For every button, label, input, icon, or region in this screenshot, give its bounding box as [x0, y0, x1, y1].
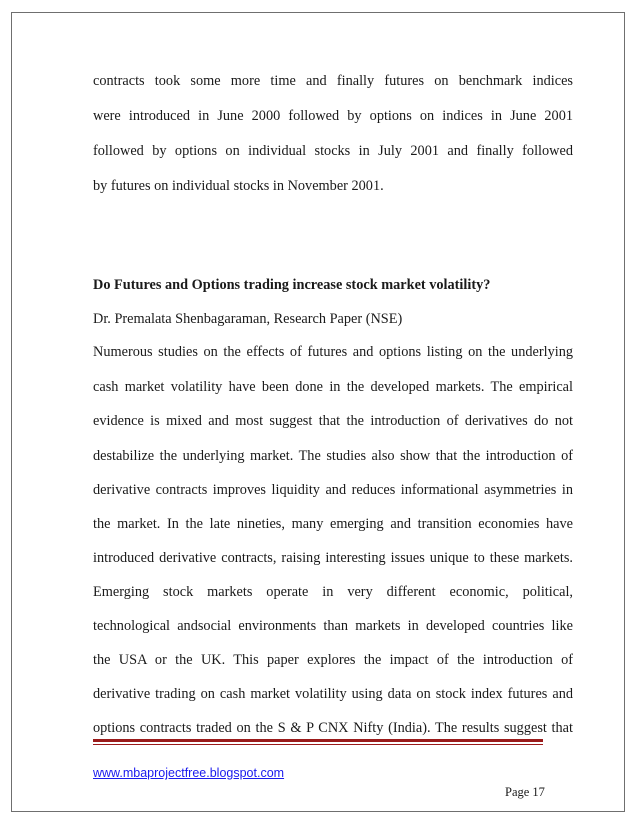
body-line: technological andsocial environments than markets in developed countries like — [93, 618, 573, 634]
body-line: Numerous studies on the effects of futures and options listing on the underlying — [93, 344, 573, 360]
footer-blog-link[interactable]: www.mbaprojectfree.blogspot.com — [93, 766, 285, 780]
body-line: the market. In the late nineties, many emerging and transition economies have — [93, 516, 573, 532]
body-line: destabilize the underlying market. The studies also show that the introduction of — [93, 448, 573, 464]
footer-rule — [93, 739, 543, 742]
byline: Dr. Premalata Shenbagaraman, Research Paper (NSE) — [93, 311, 403, 327]
section-heading: Do Futures and Options trading increase stock market volatility? — [93, 277, 491, 293]
paragraph-line: by futures on individual stocks in November 2001. — [93, 178, 384, 194]
body-line: Emerging stock markets operate in very different economic, political, — [93, 584, 573, 600]
body-line: introduced derivative contracts, raising interesting issues unique to these markets. — [93, 550, 573, 566]
body-line: options contracts traded on the S & P CNX Nifty (India). The results suggest that — [93, 720, 573, 736]
body-line: evidence is mixed and most suggest that the introduction of derivatives do not — [93, 413, 573, 429]
footer-rule-thin — [93, 744, 543, 745]
body-line: cash market volatility have been done in the developed markets. The empirical — [93, 379, 573, 395]
page-number: Page 17 — [505, 785, 545, 799]
paragraph-line: were introduced in June 2000 followed by options on indices in June 2001 — [93, 108, 573, 124]
body-line: derivative contracts improves liquidity and reduces informational asymmetries in — [93, 482, 573, 498]
body-line: the USA or the UK. This paper explores the impact of the introduction of — [93, 652, 573, 668]
body-line: derivative trading on cash market volatility using data on stock index futures and — [93, 686, 573, 702]
paragraph-line: followed by options on individual stocks in July 2001 and finally followed — [93, 143, 573, 159]
paragraph-line: contracts took some more time and finally futures on benchmark indices — [93, 73, 573, 89]
